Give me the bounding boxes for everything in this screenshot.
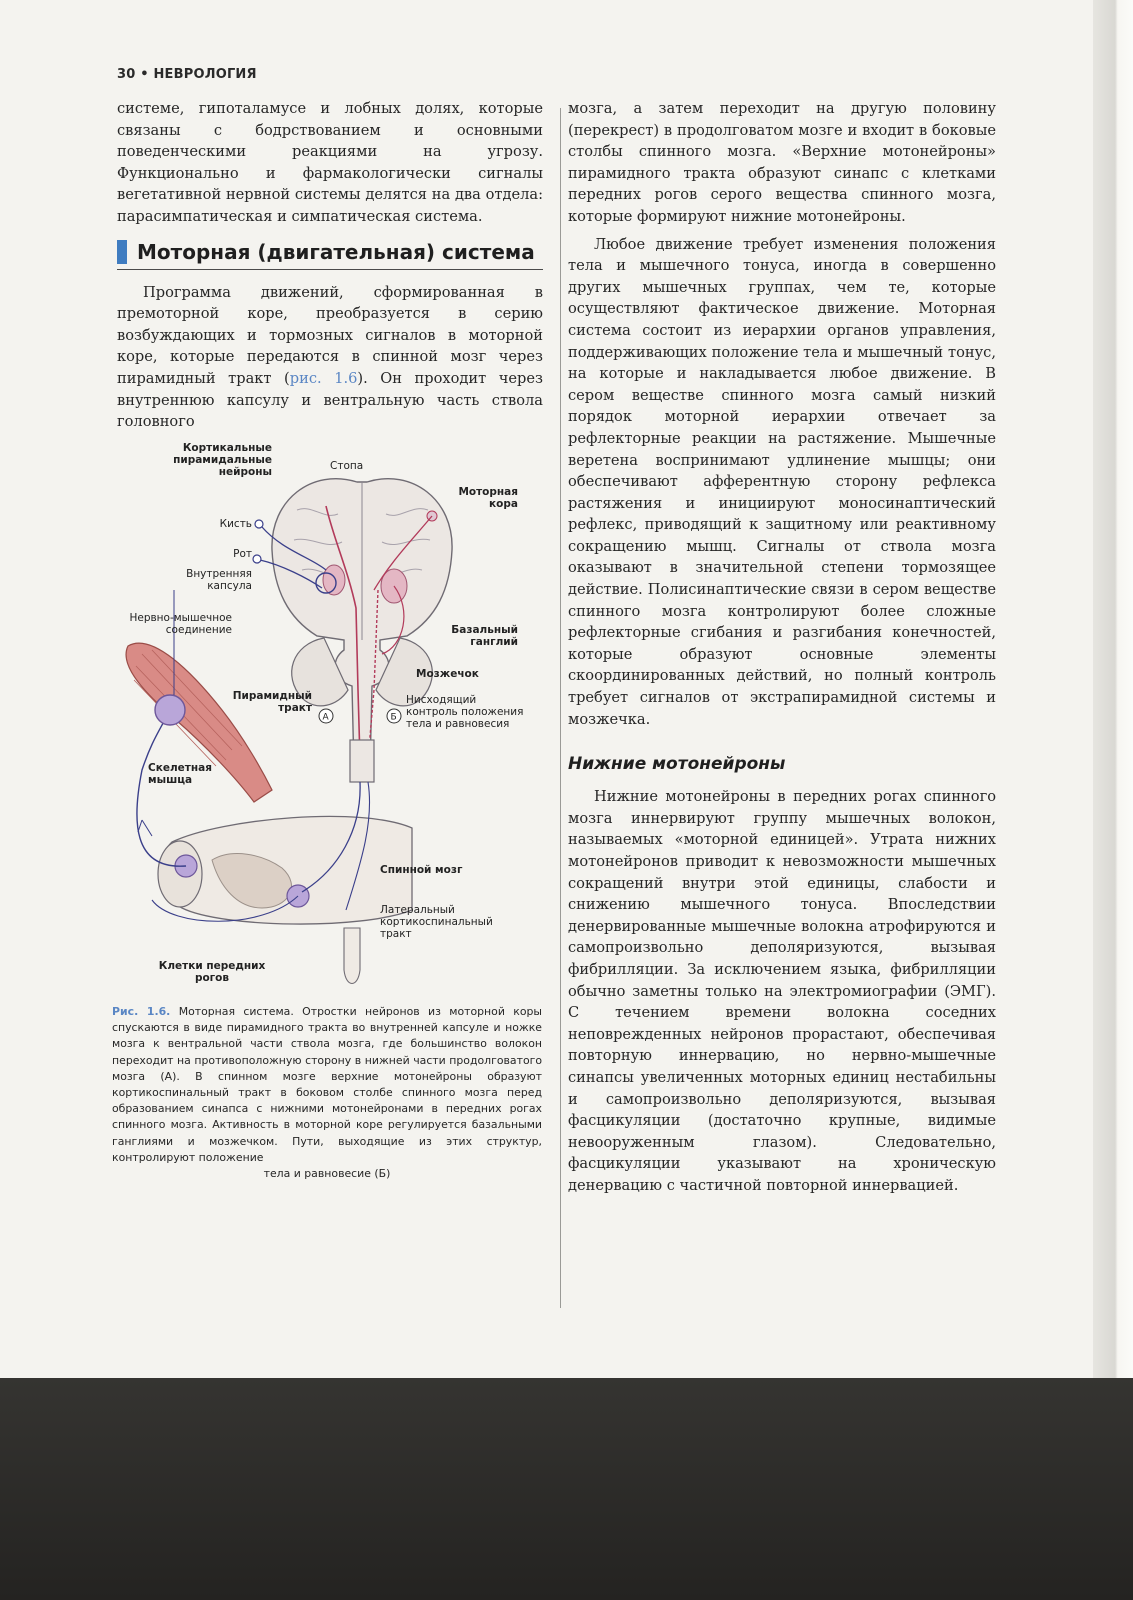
label-anterior-horn-cells: Клетки передних рогов (158, 960, 266, 984)
label-pyramidal-tract: Пирамидный тракт (232, 690, 312, 714)
label-descending-control: Нисходящий контроль положения тела и равновесия (406, 694, 524, 730)
left-paragraph-2 (117, 282, 543, 433)
label-cortical-neurons: Кортикальные пирамидальные нейроны (173, 442, 272, 478)
page-edge-shadow (1093, 0, 1133, 1378)
scan-background (0, 1378, 1133, 1600)
label-motor-cortex: Моторная кора (458, 486, 518, 510)
running-head: 30 • НЕВРОЛОГИЯ (117, 67, 257, 82)
label-cerebellum: Мозжечок (416, 668, 479, 680)
label-skeletal-muscle: Скелетная мышца (148, 762, 212, 786)
label-internal-capsule: Внутренняя капсула (186, 568, 252, 592)
right-paragraph-1: мозга, а затем переходит на другую половину (перекрест) в продолговатом мозге и входит в боковые столбы спинного мозга. «Верхние мотонейроны» пирамидного тракта образуют синапс с клетками передних рогов серого вещества спинного мозга, которые формируют нижние мотонейроны. (568, 100, 996, 225)
section-heading (117, 240, 543, 270)
column-divider (560, 108, 561, 1308)
section-heading-text: Моторная (двигательная) система (137, 239, 535, 264)
caption-figure-number: Рис. 1.6. (112, 1005, 171, 1018)
figure-motor-system (112, 440, 542, 1000)
mouth-neuron-marker (253, 555, 261, 563)
label-mouth: Рот (233, 548, 252, 560)
lateral-tract-spindle (344, 928, 360, 984)
paragraph-text: Программа движений, сформированная в премоторной коре, преобразуется в серию возбуждающих и тормозных сигналов в моторной коре, которые передаются в спинной мозг через пирамидный тракт ( (117, 283, 543, 387)
figure-reference-link[interactable]: рис. 1.6 (289, 369, 358, 387)
label-lateral-tract: Латеральный кортикоспинальный тракт (380, 904, 493, 940)
caption-last-line: тела и равновесие (Б) (263, 1167, 391, 1181)
label-hand: Кисть (219, 518, 252, 530)
brainstem-lower (350, 740, 374, 782)
label-spinal-cord: Спинной мозг (380, 864, 463, 876)
heading-bar-icon (117, 240, 127, 264)
label-nmj: Нервно-мышечное соединение (129, 612, 232, 636)
left-paragraph-1: системе, гипоталамусе и лобных долях, которые связаны с бодрствованием и основными поведенческими реакциями на угрозу. Функционально и фармакологически сигналы вегетативной нервной системы делятся на два отдела: парасимпатическая и симпатическая система. (117, 100, 543, 225)
marker-b-text: Б (390, 712, 397, 723)
marker-a-text: А (322, 712, 329, 723)
figure-caption (112, 1004, 542, 1182)
left-column (117, 98, 543, 433)
label-basal-ganglia: Базальный ганглий (451, 624, 518, 648)
right-paragraph-3: Нижние мотонейроны в передних рогах спинного мозга иннервируют группу мышечных волокон, называемых «моторной единицей». Утрата нижних мотонейронов приводит к невозможности мышечных сокращений внутри этой единицы, слабости и снижению мышечного тонуса. Впоследствии денервированные мышечные волокна атрофируются и самопроизвольно деполяризуются, вызывая фибрилляции. За исключением языка, фибрилляции обычно заметны только на электромиографии (ЭМГ). С течением времени волокна соседних неповрежденных нейронов прорастают, обеспечивая повторную иннервацию, но нервно-мышечные синапсы увеличенных моторных единиц нестабильны и самопроизвольно деполяризуются, вызывая фасцикуляции (достаточно крупные, видимые невооруженным глазом). Следовательно, фасцикуляции указывают на хроническую денервацию с частичной повторной иннервацией. (568, 788, 996, 1194)
paragraph-text: ). Он проходит через внутреннюю капсулу и вентральную часть ствола головного (117, 369, 543, 431)
subheading-lower-motor-neurons: Нижние мотонейроны (568, 754, 786, 775)
arrow-into-spinal-cord (138, 820, 152, 836)
hand-neuron-marker (255, 520, 263, 528)
label-foot: Стопа (330, 460, 364, 472)
caption-text: Моторная система. Отростки нейронов из моторной коры спускаются в виде пирамидного тракта во внутренней капсуле и ножке мозга к вентральной части ствола мозга, где большинство волокон переходит на противоположную сторону в нижней части продолговатого мозга (А). В спинном мозге верхние мотонейроны образуют кортикоспинальный тракт в боковом столбе спинного мозга перед образованием синапса с нижними мотонейронами в передних рогах спинного мозга. Активность в моторной коре регулируется базальными ганглиями и мозжечком. Пути, выходящие из этих структур, контролируют положение (112, 1005, 543, 1164)
right-paragraph-2: Любое движение требует изменения положения тела и мышечного тонуса, иногда в совершенно других мышечных группах, чем те, которые осуществляют фактическое движение. Моторная система состоит из иерархии органов управления, поддерживающих положение тела и мышечный тонус, на которые и накладывается любое движение. В сером веществе спинного мозга самый низкий порядок моторной иерархии отвечает за рефлекторные реакции на растяжение. Мышечные веретена воспринимают удлинение мышцы; они обеспечивают афферентную сторону рефлекса растяжения и инициируют моносинаптический рефлекс, приводящий к защитному или реактивному сокращению мышц. Сигналы от ствола мозга оказывают в значительной степени тормозящее действие. Полисинаптические связи в сером веществе спинного мозга контролируют более сложные рефлекторные сгибания и разгибания конечностей, которые образуют основные элементы скоординированных действий, но полный контроль требует сигналов от экстрапирамидной системы и мозжечка. (568, 235, 996, 728)
neuromuscular-junction-marker (155, 695, 185, 725)
right-column (568, 98, 996, 1197)
